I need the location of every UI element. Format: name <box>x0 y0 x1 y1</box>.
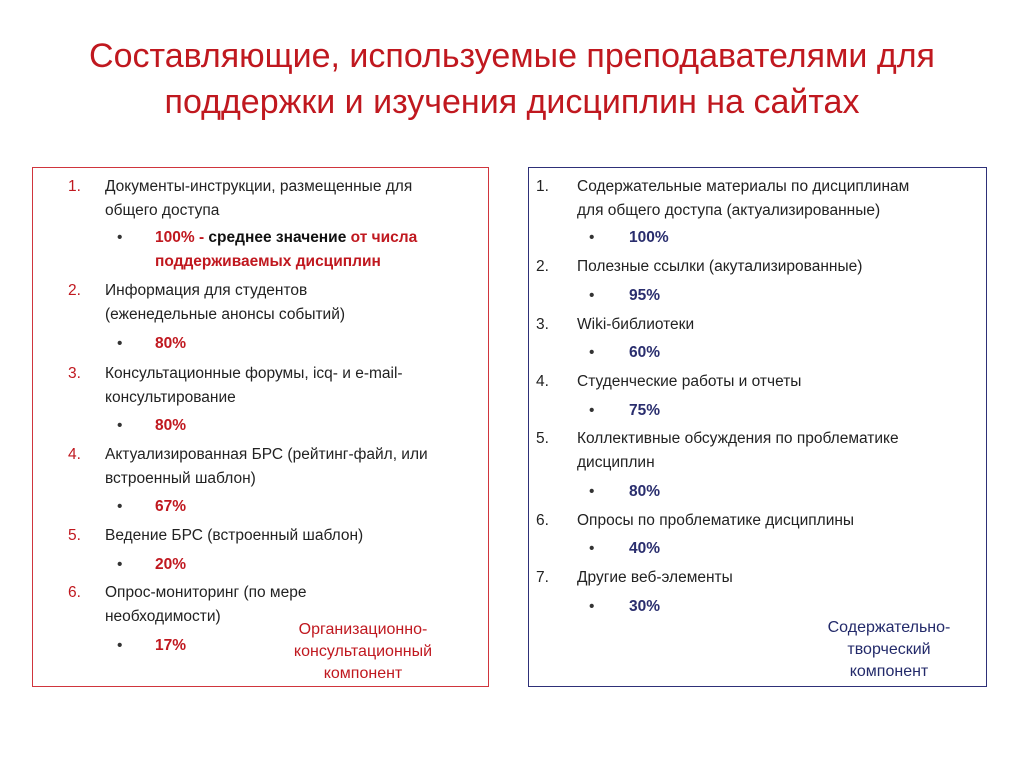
bullet-value: 40% <box>629 540 661 557</box>
bullet-value: 20% <box>155 556 187 573</box>
item-number: 4. <box>536 373 549 390</box>
item-text-line: (еженедельные анонсы событий) <box>105 306 346 323</box>
bullet-tail-text: поддерживаемых дисциплин <box>155 253 381 270</box>
item-text-line: общего доступа <box>105 202 220 219</box>
item-number: 1. <box>68 178 81 195</box>
item-text-line: Консультационные форумы, icq- и e-mail- <box>105 365 403 382</box>
item-number: 6. <box>536 512 549 529</box>
item-text-line: Опросы по проблематике дисциплины <box>577 512 855 529</box>
item-text-line: Другие веб-элементы <box>577 569 733 586</box>
bullet-value: 80% <box>629 483 661 500</box>
caption-line: компонент <box>323 665 403 682</box>
bullet-dot-icon: • <box>589 287 595 304</box>
bullet-mid-text: среднее значение <box>204 229 351 246</box>
item-number: 7. <box>536 569 549 586</box>
title-line-2: поддержки и изучения дисциплин на сайтах <box>164 83 860 121</box>
bullet-value: 80% <box>155 417 187 434</box>
item-text-line: Студенческие работы и отчеты <box>577 373 802 390</box>
bullet-dot-icon: • <box>589 598 595 615</box>
component-caption <box>273 619 453 685</box>
item-text-line: встроенный шаблон) <box>105 470 256 487</box>
item-number: 3. <box>536 316 549 333</box>
item-text-line: Содержательные материалы по дисциплинам <box>577 178 910 195</box>
item-text-line: Wiki-библиотеки <box>577 316 695 333</box>
title-line-1: Составляющие, используемые преподавателями для <box>89 37 935 75</box>
item-text-line: дисциплин <box>577 454 655 471</box>
bullet-value: 60% <box>629 344 661 361</box>
caption-line: компонент <box>849 663 929 680</box>
item-number: 5. <box>68 527 81 544</box>
bullet-value: 17% <box>155 637 187 654</box>
bullet-percent: 100% - <box>155 229 205 246</box>
bullet-value: 80% <box>155 335 187 352</box>
item-number: 3. <box>68 365 81 382</box>
bullet-dot-icon: • <box>589 483 595 500</box>
item-text-line: Опрос-мониторинг (по мере <box>105 584 307 601</box>
item-text-line: Актуализированная БРС (рейтинг-файл, или <box>105 446 428 463</box>
organizational-panel <box>32 167 489 687</box>
item-text-line: Информация для студентов <box>105 282 308 299</box>
slide-title <box>20 33 1004 125</box>
bullet-dot-icon: • <box>589 344 595 361</box>
bullet-value: 67% <box>155 498 187 515</box>
item-number: 1. <box>536 178 549 195</box>
caption-line: консультационный <box>293 643 433 660</box>
item-text-line: Полезные ссылки (акутализированные) <box>577 258 863 275</box>
item-number: 5. <box>536 430 549 447</box>
bullet-dot-icon: • <box>117 498 123 515</box>
bullet-tail-text: от числа <box>350 229 418 246</box>
bullet-dot-icon: • <box>117 417 123 434</box>
bullet-dot-icon: • <box>117 229 123 246</box>
bullet-dot-icon: • <box>117 637 123 654</box>
bullet-dot-icon: • <box>117 335 123 352</box>
caption-line: Содержательно- <box>827 619 951 636</box>
component-caption <box>799 617 979 683</box>
bullet-dot-icon: • <box>589 229 595 246</box>
caption-line: Организационно- <box>298 621 428 638</box>
item-number: 4. <box>68 446 81 463</box>
item-text-line: Документы-инструкции, размещенные для <box>105 178 413 195</box>
bullet-value: 100% <box>629 229 669 246</box>
caption-line: творческий <box>847 641 931 658</box>
item-number: 2. <box>536 258 549 275</box>
bullet-dot-icon: • <box>117 556 123 573</box>
item-text-line: необходимости) <box>105 608 221 625</box>
bullet-value: 95% <box>629 287 661 304</box>
item-number: 6. <box>68 584 81 601</box>
bullet-dot-icon: • <box>589 402 595 419</box>
item-text-line: консультирование <box>105 389 236 406</box>
item-number: 2. <box>68 282 81 299</box>
bullet-value: 75% <box>629 402 661 419</box>
bullet-dot-icon: • <box>589 540 595 557</box>
item-text-line: Коллективные обсуждения по проблематике <box>577 430 899 447</box>
bullet-value: 30% <box>629 598 661 615</box>
item-text-line: для общего доступа (актуализированные) <box>577 202 881 219</box>
content-panel <box>528 167 987 687</box>
item-text-line: Ведение БРС (встроенный шаблон) <box>105 527 364 544</box>
